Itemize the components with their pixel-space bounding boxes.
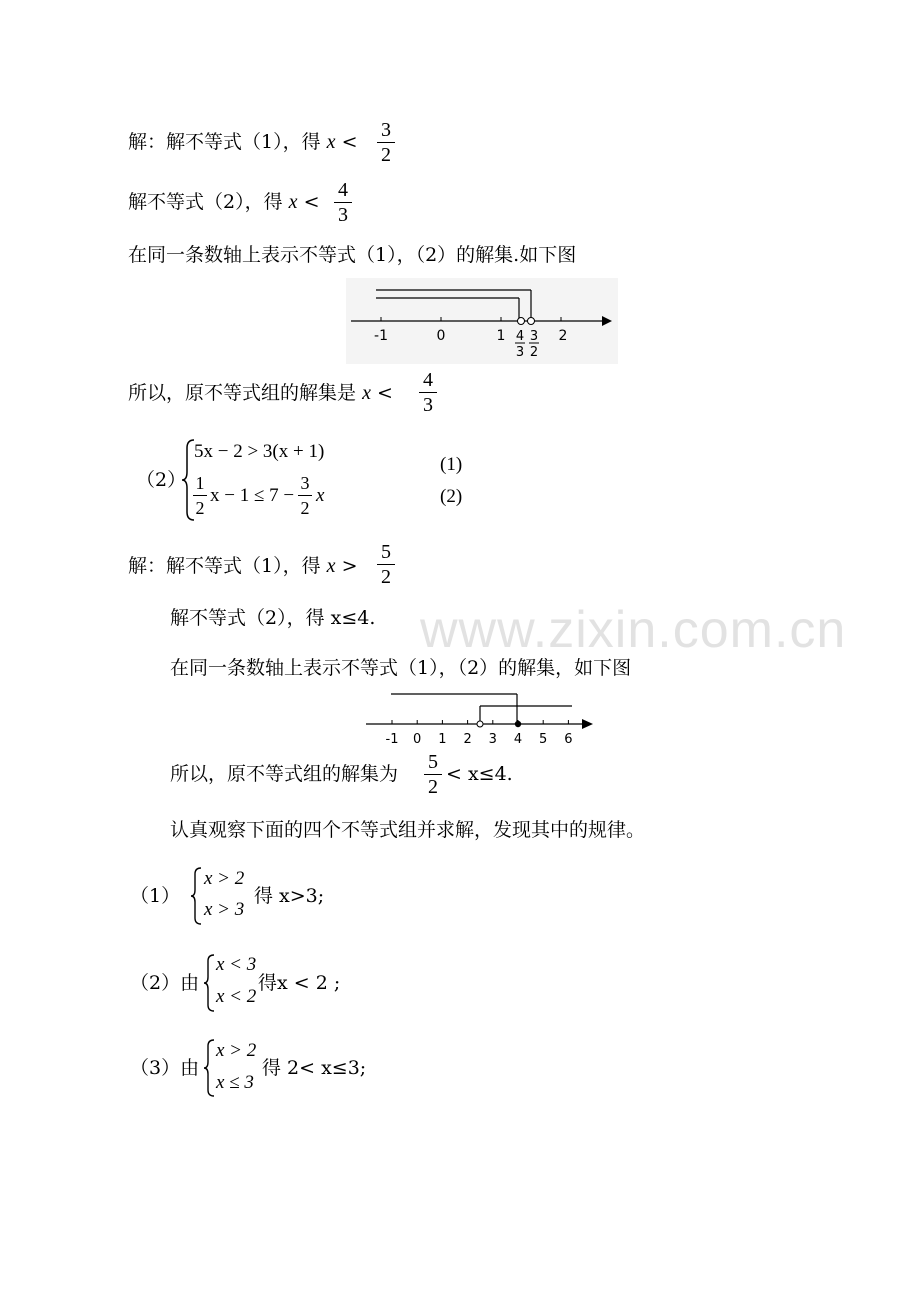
number-line-1 (346, 278, 618, 364)
tick-label: 3 (488, 732, 497, 747)
conclusion-prefix: 所以，原不等式组的解集是 (128, 382, 357, 404)
frac-label-den: 2 (529, 345, 539, 360)
fraction-bar (419, 392, 437, 393)
solution1-line2-sign: < (303, 191, 320, 213)
example3-bottom: x ≤ 3 (216, 1072, 254, 1093)
system2-equation2-mid: x − 1 ≤ 7 − (210, 485, 295, 506)
solution2-line1-sign: > (341, 555, 358, 577)
example2-bottom: x < 2 (216, 986, 257, 1007)
fraction-denominator: 2 (381, 144, 391, 166)
instruction: 认真观察下面的四个不等式组并求解，发现其中的规律。 (170, 819, 646, 841)
solution1-conclusion (128, 381, 393, 405)
conclusion-sign: < (377, 382, 393, 404)
fraction-bar (377, 142, 395, 143)
fraction-4-3 (334, 179, 352, 226)
tick-label: -1 (385, 732, 399, 747)
fraction-numerator: 3 (300, 473, 310, 493)
solution2-line3: 在同一条数轴上表示不等式（1），（2）的解集，如下图 (170, 657, 632, 679)
example1-brace (189, 866, 205, 926)
fraction-4-3-conclusion (419, 369, 437, 416)
frac-label-num: 4 (515, 329, 525, 344)
tick-label: 1 (496, 328, 506, 344)
example3-label: （3）由 (130, 1057, 200, 1079)
conclusion-var: x (362, 382, 371, 404)
example3-top: x > 2 (216, 1040, 257, 1061)
fraction-numerator: 1 (195, 473, 205, 493)
tick-label: 4 (513, 732, 523, 747)
tick-label: 5 (539, 732, 548, 747)
fraction-denominator: 2 (428, 776, 438, 798)
system2-tag1: (1) (440, 454, 463, 475)
fraction-bar (298, 495, 312, 496)
frac-label-num: 3 (529, 329, 539, 344)
fraction-1-2 (193, 472, 207, 519)
number-line-2 (362, 688, 598, 748)
solution1-line1 (128, 130, 358, 154)
tick-label: -1 (374, 328, 388, 344)
fraction-denominator: 2 (195, 498, 205, 518)
tick-label: 2 (463, 732, 472, 747)
tick-label: 0 (413, 732, 422, 747)
frac-label-den: 3 (515, 345, 525, 360)
solution2-line1-prefix: 解：解不等式（1），得 (128, 555, 321, 577)
fraction-bar (424, 774, 442, 775)
solution2-conclusion-suffix: < x≤4. (446, 763, 513, 785)
watermark: www.zixin.com.cn (420, 601, 847, 659)
solution2-line2: 解不等式（2），得 x≤4. (170, 607, 376, 629)
solution1-line1-var: x (326, 131, 336, 153)
open-point-4-3 (518, 318, 525, 325)
example3-result: 得 2< x≤3; (262, 1057, 367, 1079)
solution1-line2-var: x (288, 191, 298, 213)
solution2-conclusion-prefix: 所以，原不等式组的解集为 (170, 763, 399, 785)
open-point-5-2 (477, 721, 483, 727)
fraction-numerator: 5 (381, 541, 391, 563)
fraction-denominator: 3 (423, 394, 433, 416)
open-point-3-2 (528, 318, 535, 325)
fraction-numerator: 4 (338, 179, 348, 201)
solution2-line1-var: x (326, 555, 336, 577)
solution1-line3: 在同一条数轴上表示不等式（1），（2）的解集.如下图 (128, 244, 577, 266)
tick-label: 2 (558, 328, 568, 344)
system2-label: （2） (136, 469, 187, 491)
fraction-numerator: 5 (428, 751, 438, 773)
solution1-line2-prefix: 解不等式（2），得 (128, 191, 283, 213)
fraction-denominator: 2 (381, 566, 391, 588)
example2-top: x < 3 (216, 954, 257, 975)
example2-label: （2）由 (130, 972, 200, 994)
fraction-5-2-conclusion (424, 751, 442, 798)
example1-label: （1） (130, 885, 181, 907)
fraction-bar (377, 564, 395, 565)
fraction-3-2-eq (298, 472, 312, 519)
solution1-line1-sign: < (341, 131, 358, 153)
example1-bottom: x > 3 (204, 899, 245, 920)
fraction-5-2 (377, 541, 395, 588)
tick-label: 6 (564, 732, 573, 747)
tick-label: 0 (436, 328, 446, 344)
fraction-numerator: 4 (423, 369, 433, 391)
system2-equation2-end: x (316, 485, 325, 506)
fraction-numerator: 3 (381, 119, 391, 141)
fraction-denominator: 2 (300, 498, 310, 518)
solution1-line1-prefix: 解：解不等式（1），得 (128, 131, 321, 153)
system2-tag2: (2) (440, 486, 463, 507)
fraction-bar (193, 495, 207, 496)
example1-result: 得 x>3; (254, 885, 325, 907)
example2-result: 得x < 2 ; (258, 972, 341, 994)
solution1-line2 (128, 190, 320, 214)
fraction-bar (334, 202, 352, 203)
axis-arrow (582, 719, 593, 729)
system2-equation1: 5x − 2 > 3(x + 1) (194, 441, 325, 462)
fraction-3-2 (377, 119, 395, 166)
example1-top: x > 2 (204, 868, 245, 889)
solution2-line1 (128, 554, 358, 578)
tick-label: 1 (438, 732, 447, 747)
fraction-denominator: 3 (338, 204, 348, 226)
